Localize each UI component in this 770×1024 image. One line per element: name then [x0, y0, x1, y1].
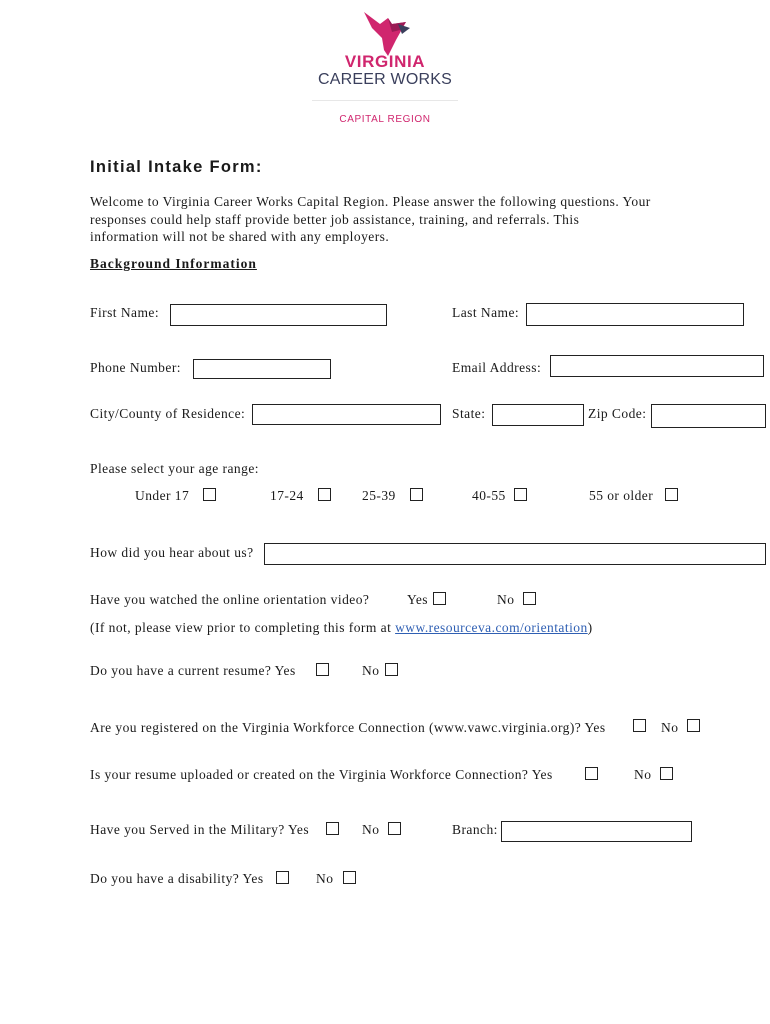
email-field[interactable] — [550, 355, 764, 377]
age-option-label: 25-39 — [362, 488, 396, 503]
vawc-yes-checkbox[interactable] — [633, 719, 646, 732]
age-25-39-checkbox[interactable] — [410, 488, 423, 501]
disability-question: Do you have a disability? Yes — [90, 871, 264, 886]
disability-yes-checkbox[interactable] — [276, 871, 289, 884]
military-no-label: No — [362, 822, 380, 837]
section-heading: Background Information — [90, 256, 257, 271]
vawc-question: Are you registered on the Virginia Workforce Connection (www.vawc.virginia.org)? Yes — [90, 720, 606, 735]
heard-label: How did you hear about us? — [90, 545, 254, 560]
age-prompt: Please select your age range: — [90, 461, 259, 476]
phone-field[interactable] — [193, 359, 331, 379]
zip-label: Zip Code: — [588, 406, 647, 421]
last-name-field[interactable] — [526, 303, 744, 326]
intro-line: information will not be shared with any employers. — [90, 229, 390, 244]
uploaded-yes-checkbox[interactable] — [585, 767, 598, 780]
logo-line2: CAREER WORKS — [318, 71, 452, 88]
video-no-label: No — [497, 592, 515, 607]
first-name-field[interactable] — [170, 304, 387, 326]
state-label: State: — [452, 406, 486, 421]
city-county-field[interactable] — [252, 404, 441, 425]
resume-no-checkbox[interactable] — [385, 663, 398, 676]
military-no-checkbox[interactable] — [388, 822, 401, 835]
age-option-label: 55 or older — [589, 488, 654, 503]
military-question: Have you Served in the Military? Yes — [90, 822, 310, 837]
intro-line: responses could help staff provide better job assistance, training, and referrals. This — [90, 211, 580, 227]
orientation-link[interactable]: www.resourceva.com/orientation — [395, 620, 588, 635]
first-name-label: First Name: — [90, 305, 160, 320]
uploaded-no-label: No — [634, 767, 652, 782]
state-field[interactable] — [492, 404, 584, 426]
vawc-no-checkbox[interactable] — [687, 719, 700, 732]
age-40-55-checkbox[interactable] — [514, 488, 527, 501]
age-55-plus-checkbox[interactable] — [665, 488, 678, 501]
uploaded-no-checkbox[interactable] — [660, 767, 673, 780]
email-label: Email Address: — [452, 360, 542, 375]
age-17-24-checkbox[interactable] — [318, 488, 331, 501]
logo-divider — [312, 100, 458, 101]
video-note-suffix: ) — [587, 620, 593, 635]
age-option-label: 17-24 — [270, 488, 304, 503]
city-county-label: City/County of Residence: — [90, 406, 246, 421]
video-note-prefix: (If not, please view prior to completing this form at — [90, 620, 396, 635]
resume-question: Do you have a current resume? Yes — [90, 663, 296, 678]
zip-field[interactable] — [651, 404, 766, 428]
age-under-17-checkbox[interactable] — [203, 488, 216, 501]
branch-field[interactable] — [501, 821, 692, 842]
video-yes-checkbox[interactable] — [433, 592, 446, 605]
logo-region: CAPITAL REGION — [339, 114, 431, 125]
page-title: Initial Intake Form: — [90, 158, 263, 176]
uploaded-question: Is your resume uploaded or created on the Virginia Workforce Connection? Yes — [90, 767, 553, 782]
resume-yes-checkbox[interactable] — [316, 663, 329, 676]
branch-label: Branch: — [452, 822, 498, 837]
logo — [300, 8, 470, 128]
military-yes-checkbox[interactable] — [326, 822, 339, 835]
intro-line: Welcome to Virginia Career Works Capital Region. Please answer the following questions. Your — [90, 194, 651, 209]
video-note — [90, 620, 593, 636]
age-option-label: Under 17 — [135, 488, 190, 503]
vawc-no-label: No — [661, 720, 679, 735]
intro-paragraph — [90, 193, 730, 246]
video-question: Have you watched the online orientation video? — [90, 592, 370, 607]
last-name-label: Last Name: — [452, 305, 520, 320]
video-yes-label: Yes — [407, 592, 428, 607]
cardinal-bird-icon — [358, 10, 414, 56]
resume-no-label: No — [362, 663, 380, 678]
phone-label: Phone Number: — [90, 360, 181, 375]
disability-no-label: No — [316, 871, 334, 886]
video-no-checkbox[interactable] — [523, 592, 536, 605]
age-option-label: 40-55 — [472, 488, 506, 503]
disability-no-checkbox[interactable] — [343, 871, 356, 884]
logo-line1: VIRGINIA — [344, 52, 426, 71]
heard-field[interactable] — [264, 543, 766, 565]
